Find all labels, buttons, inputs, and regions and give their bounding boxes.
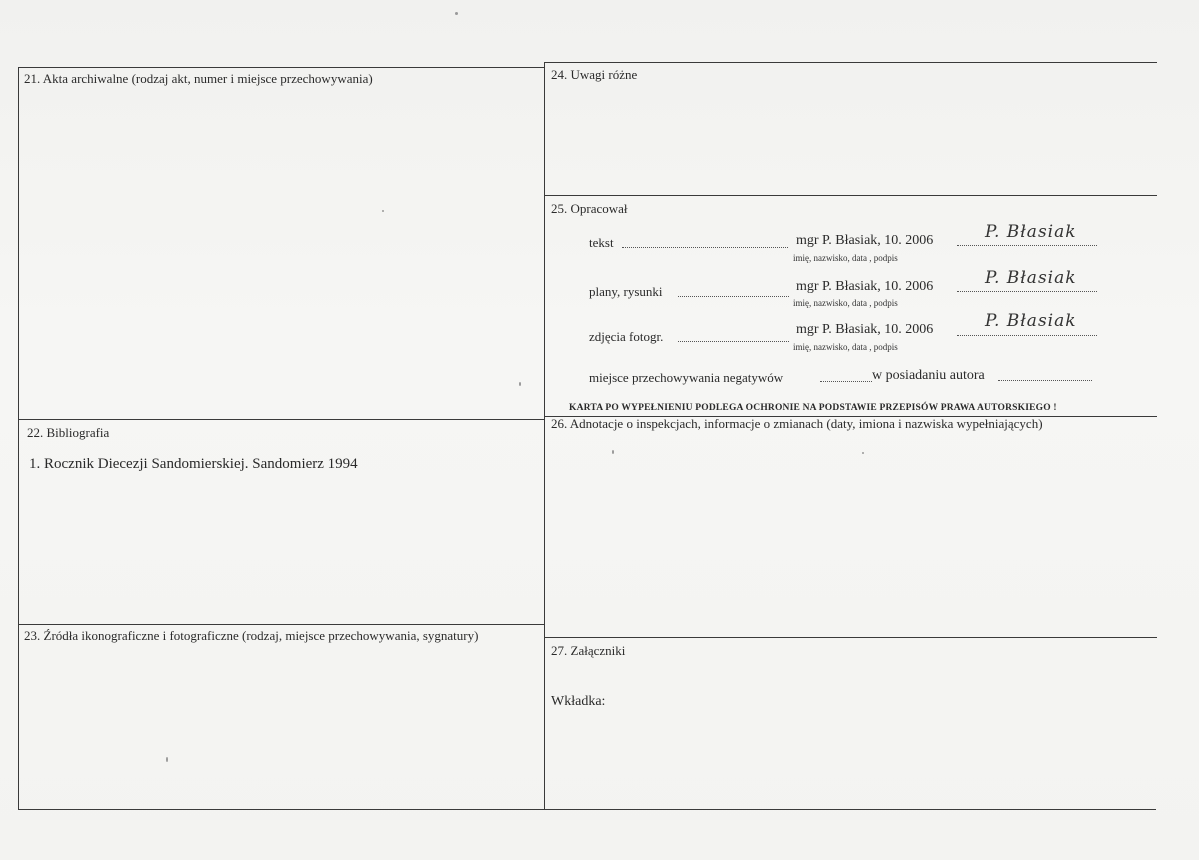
row-tekst-dots [622, 235, 788, 248]
negatives-dots [820, 369, 872, 382]
row-plany-signature: P. Błasiak [985, 268, 1077, 288]
section-26-title: 26. Adnotacje o inspekcjach, informacje o zmianach (daty, imiona i nazwiska wypełniających) [551, 416, 1043, 431]
scan-speck [519, 382, 521, 386]
section-24-title: 24. Uwagi różne [551, 67, 638, 82]
row-plany-hint: imię, nazwisko, data , podpis [793, 298, 898, 308]
row-tekst-signature: P. Błasiak [985, 222, 1077, 242]
row-tekst-hint: imię, nazwisko, data , podpis [793, 253, 898, 263]
negatives-value: w posiadaniu autora [872, 368, 985, 383]
row-tekst-label: tekst [589, 235, 614, 250]
section-22-title: 22. Bibliografia [27, 425, 110, 440]
scan-speck [166, 757, 168, 762]
row-zdjecia-label: zdjęcia fotogr. [589, 329, 664, 344]
negatives-tail-dots [998, 368, 1092, 381]
top-border-right [545, 62, 1157, 63]
row-zdjecia-hint: imię, nazwisko, data , podpis [793, 342, 898, 352]
insert-label: Wkładka: [551, 694, 606, 709]
divider-21-22 [18, 419, 545, 420]
bibliography-item: 1. Rocznik Diecezji Sandomierskiej. Sandomierz 1994 [29, 456, 358, 472]
divider-22-23 [18, 624, 545, 625]
top-border-left [18, 67, 545, 68]
section-21-title: 21. Akta archiwalne (rodzaj akt, numer i miejsce przechowywania) [24, 71, 373, 86]
negatives-label: miejsce przechowywania negatywów [589, 370, 784, 385]
row-tekst-value: mgr P. Błasiak, 10. 2006 [796, 233, 934, 248]
divider-24-25 [545, 195, 1157, 196]
row-plany-dots [678, 284, 789, 297]
center-divider [544, 62, 545, 810]
row-plany-label: plany, rysunki [589, 284, 663, 299]
scan-speck [382, 210, 384, 212]
scan-speck [862, 452, 864, 454]
row-plany-value: mgr P. Błasiak, 10. 2006 [796, 279, 934, 294]
copyright-notice: KARTA PO WYPEŁNIENIU PODLEGA OCHRONIE NA PODSTAWIE PRZEPISÓW PRAWA AUTORSKIEGO ! [569, 403, 1057, 413]
row-zdjecia-signature: P. Błasiak [985, 311, 1077, 331]
bottom-border [18, 809, 1156, 810]
section-23-title: 23. Źródła ikonograficzne i fotograficzne (rodzaj, miejsce przechowywania, sygnatury) [24, 628, 479, 643]
scan-speck [455, 12, 458, 15]
left-border [18, 67, 19, 810]
scan-speck [612, 450, 614, 454]
section-27-title: 27. Załączniki [551, 643, 626, 658]
divider-26-27 [545, 637, 1157, 638]
row-zdjecia-dots [678, 329, 789, 342]
row-zdjecia-value: mgr P. Błasiak, 10. 2006 [796, 322, 934, 337]
section-25-title: 25. Opracował [551, 201, 628, 216]
